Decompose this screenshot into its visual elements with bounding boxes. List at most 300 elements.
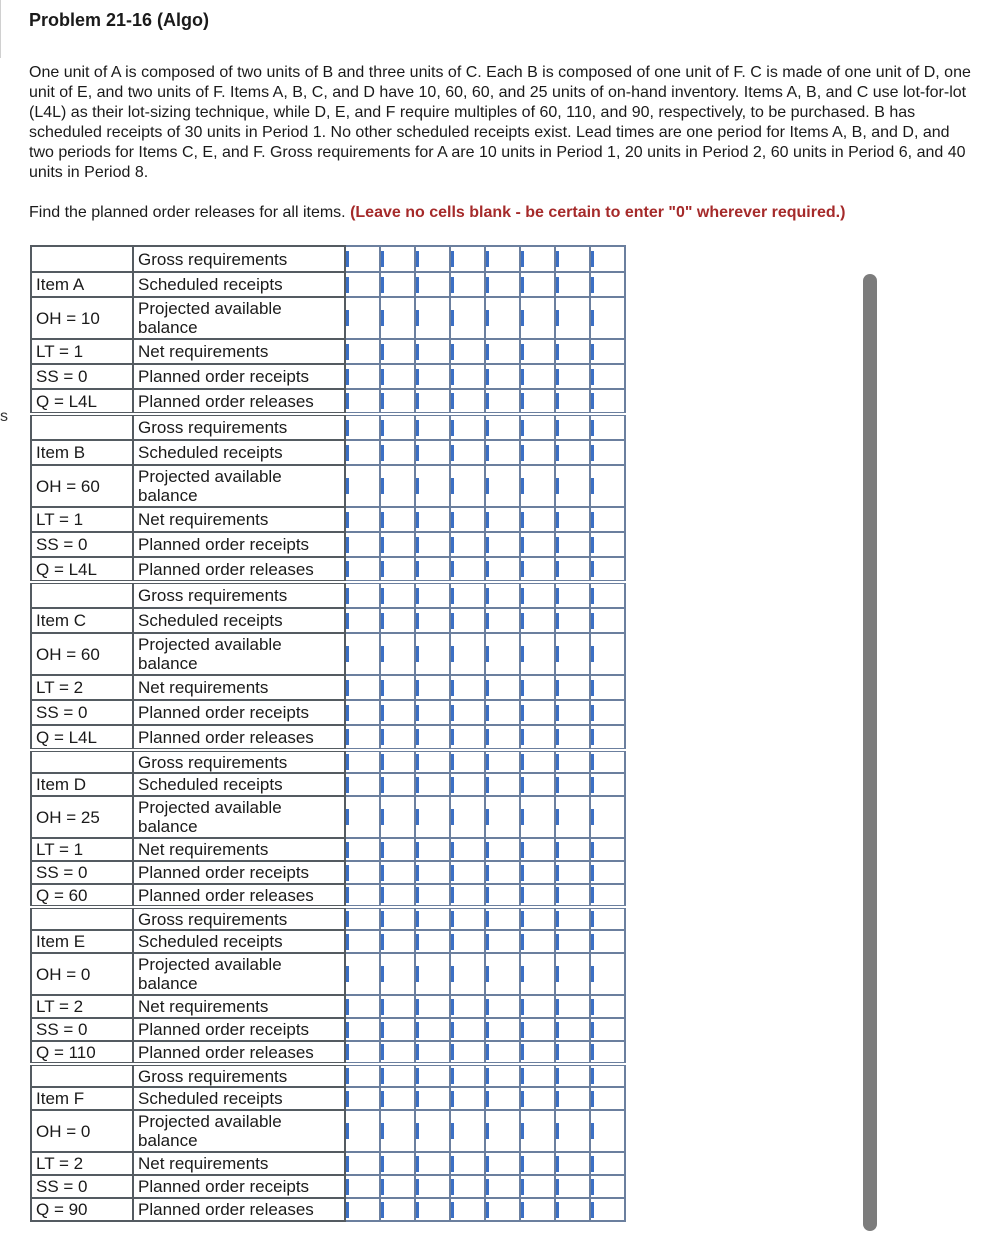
answer-input[interactable] [451, 561, 484, 577]
answer-input[interactable] [381, 588, 414, 604]
answer-input[interactable] [451, 1044, 484, 1060]
answer-input[interactable] [451, 754, 484, 770]
answer-input[interactable] [416, 613, 449, 629]
answer-input[interactable] [451, 1156, 484, 1172]
answer-input[interactable] [346, 865, 379, 881]
answer-input[interactable] [381, 537, 414, 553]
answer-input[interactable] [416, 754, 449, 770]
answer-input[interactable] [591, 777, 624, 793]
answer-input[interactable] [486, 842, 519, 858]
answer-input[interactable] [381, 344, 414, 360]
answer-input[interactable] [416, 1123, 449, 1139]
period-cell [520, 930, 555, 953]
answer-input[interactable] [591, 911, 624, 927]
answer-input[interactable] [556, 842, 589, 858]
answer-input[interactable] [451, 393, 484, 409]
answer-input[interactable] [591, 1179, 624, 1195]
answer-input[interactable] [486, 809, 519, 825]
answer-input[interactable] [346, 966, 379, 982]
answer-input[interactable] [486, 1123, 519, 1139]
answer-input[interactable] [486, 1156, 519, 1172]
answer-input[interactable] [346, 777, 379, 793]
answer-input[interactable] [381, 445, 414, 461]
answer-input[interactable] [486, 729, 519, 745]
problem-text: One unit of A is composed of two units of B and three units of C. Each B is composed of one unit of F. C is made of one unit of D, one unit of E, and two units of F. Items A, B, C, and D have 10, 60, 60, and 25 units of on-hand inventory. Items A, B, and C use lot-for-lot (L4L) as their lot-sizing technique, while D, E, and F require multiples of 60, 110, and 90, respectively, to be purchased. B has scheduled receipts of 30 units in Period 1. No other scheduled receipts exist. Lead times are one period for Items A, B, and D, and two periods for Items C, E, and F. Gross requirements for A are 10 units in Period 1, 20 units in Period 2, 60 units in Period 6, and 40 units in Period 8. [29, 64, 971, 181]
answer-input[interactable] [556, 1068, 589, 1084]
answer-input[interactable] [416, 512, 449, 528]
answer-input[interactable] [556, 420, 589, 436]
answer-input[interactable] [451, 705, 484, 721]
answer-input[interactable] [451, 911, 484, 927]
answer-input[interactable] [451, 1123, 484, 1139]
answer-input[interactable] [451, 809, 484, 825]
answer-input[interactable] [521, 251, 554, 267]
answer-input[interactable] [381, 729, 414, 745]
answer-input[interactable] [416, 277, 449, 293]
answer-input[interactable] [521, 1091, 554, 1107]
answer-input[interactable] [556, 588, 589, 604]
answer-input[interactable] [521, 934, 554, 950]
answer-input[interactable] [416, 680, 449, 696]
answer-input[interactable] [381, 1156, 414, 1172]
answer-input[interactable] [591, 537, 624, 553]
answer-input[interactable] [346, 911, 379, 927]
answer-input[interactable] [486, 561, 519, 577]
answer-input[interactable] [486, 310, 519, 326]
answer-input[interactable] [381, 911, 414, 927]
answer-input[interactable] [556, 966, 589, 982]
answer-input[interactable] [521, 393, 554, 409]
answer-input[interactable] [556, 512, 589, 528]
answer-input[interactable] [521, 537, 554, 553]
answer-input[interactable] [591, 251, 624, 267]
answer-input[interactable] [346, 1022, 379, 1038]
answer-input[interactable] [381, 1202, 414, 1218]
answer-input[interactable] [521, 1022, 554, 1038]
answer-input[interactable] [521, 512, 554, 528]
answer-input[interactable] [591, 1202, 624, 1218]
answer-input[interactable] [591, 809, 624, 825]
row-label: Planned order receipts [133, 861, 345, 884]
answer-input[interactable] [451, 1022, 484, 1038]
answer-input[interactable] [556, 1202, 589, 1218]
answer-input[interactable] [416, 999, 449, 1015]
answer-input[interactable] [346, 344, 379, 360]
answer-input[interactable] [416, 588, 449, 604]
answer-input[interactable] [556, 887, 589, 903]
answer-input[interactable] [556, 478, 589, 494]
answer-input[interactable] [521, 729, 554, 745]
answer-input[interactable] [416, 420, 449, 436]
answer-input[interactable] [416, 934, 449, 950]
answer-input[interactable] [591, 887, 624, 903]
answer-input[interactable] [416, 1044, 449, 1060]
answer-input[interactable] [451, 512, 484, 528]
answer-input[interactable] [556, 277, 589, 293]
answer-input[interactable] [556, 754, 589, 770]
answer-input[interactable] [556, 1044, 589, 1060]
answer-input[interactable] [381, 646, 414, 662]
answer-input[interactable] [416, 887, 449, 903]
answer-input[interactable] [591, 1068, 624, 1084]
answer-input[interactable] [346, 613, 379, 629]
answer-input[interactable] [486, 613, 519, 629]
answer-input[interactable] [521, 1156, 554, 1172]
answer-input[interactable] [346, 1179, 379, 1195]
answer-input[interactable] [451, 1202, 484, 1218]
item-lot-size: Q = 90 [31, 1198, 133, 1221]
answer-input[interactable] [486, 1068, 519, 1084]
answer-input[interactable] [486, 369, 519, 385]
answer-input[interactable] [416, 310, 449, 326]
answer-input[interactable] [591, 613, 624, 629]
answer-input[interactable] [591, 369, 624, 385]
answer-input[interactable] [556, 1179, 589, 1195]
answer-input[interactable] [381, 369, 414, 385]
answer-input[interactable] [556, 310, 589, 326]
answer-input[interactable] [416, 729, 449, 745]
row-label: Gross requirements [133, 1064, 345, 1087]
answer-input[interactable] [346, 999, 379, 1015]
answer-input[interactable] [381, 777, 414, 793]
answer-input[interactable] [381, 705, 414, 721]
answer-input[interactable] [521, 1179, 554, 1195]
answer-input[interactable] [556, 369, 589, 385]
answer-input[interactable] [486, 934, 519, 950]
answer-input[interactable] [451, 966, 484, 982]
answer-input[interactable] [346, 420, 379, 436]
period-cell [380, 1064, 415, 1087]
answer-input[interactable] [416, 1179, 449, 1195]
answer-input[interactable] [521, 310, 554, 326]
answer-input[interactable] [521, 369, 554, 385]
answer-input[interactable] [591, 1044, 624, 1060]
answer-input[interactable] [486, 537, 519, 553]
answer-input[interactable] [556, 344, 589, 360]
answer-input[interactable] [346, 537, 379, 553]
answer-input[interactable] [346, 705, 379, 721]
answer-input[interactable] [381, 999, 414, 1015]
answer-input[interactable] [451, 1179, 484, 1195]
answer-input[interactable] [346, 680, 379, 696]
answer-input[interactable] [416, 369, 449, 385]
period-cell [380, 1110, 415, 1152]
answer-input[interactable] [556, 646, 589, 662]
answer-input[interactable] [381, 1068, 414, 1084]
answer-input[interactable] [381, 512, 414, 528]
answer-input[interactable] [416, 251, 449, 267]
answer-input[interactable] [556, 561, 589, 577]
answer-input[interactable] [416, 1068, 449, 1084]
answer-input[interactable] [521, 561, 554, 577]
answer-input[interactable] [521, 1123, 554, 1139]
answer-input[interactable] [521, 911, 554, 927]
item-a-scheduled-receipts-row [31, 272, 625, 297]
answer-input[interactable] [346, 729, 379, 745]
answer-input[interactable] [556, 1022, 589, 1038]
answer-input[interactable] [416, 561, 449, 577]
answer-input[interactable] [521, 344, 554, 360]
answer-input[interactable] [346, 934, 379, 950]
answer-input[interactable] [381, 251, 414, 267]
answer-input[interactable] [591, 934, 624, 950]
answer-input[interactable] [486, 999, 519, 1015]
answer-input[interactable] [451, 646, 484, 662]
answer-input[interactable] [591, 588, 624, 604]
answer-input[interactable] [521, 445, 554, 461]
answer-input[interactable] [521, 1202, 554, 1218]
answer-input[interactable] [486, 277, 519, 293]
answer-input[interactable] [591, 277, 624, 293]
answer-input[interactable] [486, 393, 519, 409]
answer-input[interactable] [381, 478, 414, 494]
answer-input[interactable] [346, 1202, 379, 1218]
answer-input[interactable] [416, 842, 449, 858]
period-cell [555, 1110, 590, 1152]
answer-input[interactable] [381, 420, 414, 436]
answer-input[interactable] [451, 445, 484, 461]
answer-input[interactable] [591, 420, 624, 436]
answer-input[interactable] [486, 911, 519, 927]
answer-input[interactable] [556, 613, 589, 629]
answer-input[interactable] [486, 680, 519, 696]
answer-input[interactable] [591, 966, 624, 982]
answer-input[interactable] [346, 809, 379, 825]
answer-input[interactable] [591, 680, 624, 696]
answer-input[interactable] [486, 420, 519, 436]
answer-input[interactable] [591, 512, 624, 528]
answer-input[interactable] [346, 369, 379, 385]
answer-input[interactable] [556, 1091, 589, 1107]
answer-input[interactable] [381, 1022, 414, 1038]
answer-input[interactable] [591, 1123, 624, 1139]
answer-input[interactable] [591, 865, 624, 881]
row-label: Planned order receipts [133, 532, 345, 557]
answer-input[interactable] [381, 754, 414, 770]
answer-input[interactable] [591, 478, 624, 494]
answer-input[interactable] [486, 1091, 519, 1107]
answer-input[interactable] [486, 646, 519, 662]
answer-input[interactable] [521, 887, 554, 903]
answer-input[interactable] [416, 646, 449, 662]
answer-input[interactable] [591, 310, 624, 326]
answer-input[interactable] [486, 705, 519, 721]
answer-input[interactable] [521, 1068, 554, 1084]
answer-input[interactable] [486, 512, 519, 528]
answer-input[interactable] [591, 445, 624, 461]
answer-input[interactable] [591, 705, 624, 721]
answer-input[interactable] [486, 887, 519, 903]
answer-input[interactable] [381, 277, 414, 293]
answer-input[interactable] [416, 1202, 449, 1218]
answer-input[interactable] [451, 842, 484, 858]
answer-input[interactable] [346, 478, 379, 494]
answer-input[interactable] [521, 999, 554, 1015]
answer-input[interactable] [416, 1156, 449, 1172]
answer-input[interactable] [591, 1091, 624, 1107]
answer-input[interactable] [486, 777, 519, 793]
answer-input[interactable] [346, 887, 379, 903]
answer-input[interactable] [591, 1156, 624, 1172]
answer-input[interactable] [486, 344, 519, 360]
answer-input[interactable] [486, 1044, 519, 1060]
answer-input[interactable] [451, 251, 484, 267]
answer-input[interactable] [381, 809, 414, 825]
answer-input[interactable] [591, 729, 624, 745]
answer-input[interactable] [416, 1022, 449, 1038]
answer-input[interactable] [451, 1091, 484, 1107]
answer-input[interactable] [556, 705, 589, 721]
answer-input[interactable] [556, 680, 589, 696]
answer-input[interactable] [416, 865, 449, 881]
answer-input[interactable] [591, 999, 624, 1015]
answer-input[interactable] [416, 537, 449, 553]
answer-input[interactable] [521, 277, 554, 293]
answer-input[interactable] [556, 251, 589, 267]
answer-input[interactable] [521, 613, 554, 629]
answer-input[interactable] [556, 999, 589, 1015]
answer-input[interactable] [381, 310, 414, 326]
answer-input[interactable] [591, 344, 624, 360]
answer-input[interactable] [416, 705, 449, 721]
answer-input[interactable] [416, 777, 449, 793]
answer-input[interactable] [451, 344, 484, 360]
answer-input[interactable] [591, 561, 624, 577]
answer-input[interactable] [346, 251, 379, 267]
answer-input[interactable] [451, 1068, 484, 1084]
answer-input[interactable] [451, 777, 484, 793]
answer-input[interactable] [521, 646, 554, 662]
answer-input[interactable] [556, 729, 589, 745]
answer-input[interactable] [416, 911, 449, 927]
answer-input[interactable] [346, 561, 379, 577]
answer-input[interactable] [451, 680, 484, 696]
answer-input[interactable] [451, 865, 484, 881]
answer-input[interactable] [346, 646, 379, 662]
answer-input[interactable] [521, 1044, 554, 1060]
answer-input[interactable] [381, 613, 414, 629]
answer-input[interactable] [451, 537, 484, 553]
answer-input[interactable] [381, 842, 414, 858]
answer-input[interactable] [416, 478, 449, 494]
answer-input[interactable] [556, 911, 589, 927]
answer-input[interactable] [416, 393, 449, 409]
answer-input[interactable] [381, 865, 414, 881]
answer-input[interactable] [381, 966, 414, 982]
answer-input[interactable] [346, 842, 379, 858]
answer-input[interactable] [381, 934, 414, 950]
answer-input[interactable] [416, 966, 449, 982]
answer-input[interactable] [556, 1123, 589, 1139]
answer-input[interactable] [346, 1068, 379, 1084]
answer-input[interactable] [451, 934, 484, 950]
answer-input[interactable] [556, 537, 589, 553]
answer-input[interactable] [451, 277, 484, 293]
answer-input[interactable] [451, 729, 484, 745]
answer-input[interactable] [346, 754, 379, 770]
answer-input[interactable] [381, 680, 414, 696]
answer-input[interactable] [521, 420, 554, 436]
answer-input[interactable] [556, 809, 589, 825]
answer-input[interactable] [451, 420, 484, 436]
answer-input[interactable] [346, 512, 379, 528]
answer-input[interactable] [416, 809, 449, 825]
answer-input[interactable] [486, 478, 519, 494]
answer-input[interactable] [451, 613, 484, 629]
answer-input[interactable] [416, 344, 449, 360]
answer-input[interactable] [521, 705, 554, 721]
answer-input[interactable] [451, 588, 484, 604]
answer-input[interactable] [346, 1123, 379, 1139]
answer-input[interactable] [591, 1022, 624, 1038]
answer-input[interactable] [521, 588, 554, 604]
answer-input[interactable] [346, 1044, 379, 1060]
answer-input[interactable] [556, 445, 589, 461]
answer-input[interactable] [416, 445, 449, 461]
answer-input[interactable] [486, 588, 519, 604]
answer-input[interactable] [346, 1156, 379, 1172]
answer-input[interactable] [346, 1091, 379, 1107]
answer-input[interactable] [381, 1044, 414, 1060]
answer-input[interactable] [451, 478, 484, 494]
answer-input[interactable] [556, 934, 589, 950]
answer-input[interactable] [556, 865, 589, 881]
answer-input[interactable] [451, 887, 484, 903]
answer-input[interactable] [521, 777, 554, 793]
answer-input[interactable] [381, 887, 414, 903]
answer-input[interactable] [591, 393, 624, 409]
answer-input[interactable] [591, 646, 624, 662]
answer-input[interactable] [556, 1156, 589, 1172]
answer-input[interactable] [381, 1123, 414, 1139]
answer-input[interactable] [346, 310, 379, 326]
answer-input[interactable] [416, 1091, 449, 1107]
answer-input[interactable] [381, 393, 414, 409]
answer-input[interactable] [486, 1202, 519, 1218]
answer-input[interactable] [486, 754, 519, 770]
answer-input[interactable] [486, 1179, 519, 1195]
answer-input[interactable] [346, 393, 379, 409]
answer-input[interactable] [486, 251, 519, 267]
period-cell [415, 414, 450, 440]
answer-input[interactable] [521, 680, 554, 696]
answer-input[interactable] [381, 1179, 414, 1195]
answer-input[interactable] [521, 809, 554, 825]
answer-input[interactable] [521, 966, 554, 982]
answer-input[interactable] [381, 1091, 414, 1107]
answer-input[interactable] [591, 754, 624, 770]
answer-input[interactable] [346, 445, 379, 461]
answer-input[interactable] [521, 865, 554, 881]
answer-input[interactable] [451, 310, 484, 326]
answer-input[interactable] [381, 561, 414, 577]
answer-input[interactable] [486, 445, 519, 461]
answer-input[interactable] [486, 1022, 519, 1038]
answer-input[interactable] [521, 754, 554, 770]
answer-input[interactable] [451, 999, 484, 1015]
answer-input[interactable] [521, 842, 554, 858]
vertical-scrollbar[interactable] [863, 274, 877, 1231]
answer-input[interactable] [556, 777, 589, 793]
answer-input[interactable] [346, 277, 379, 293]
answer-input[interactable] [346, 588, 379, 604]
answer-input[interactable] [591, 842, 624, 858]
answer-input[interactable] [556, 393, 589, 409]
answer-input[interactable] [486, 966, 519, 982]
answer-input[interactable] [486, 865, 519, 881]
answer-input[interactable] [451, 369, 484, 385]
answer-input[interactable] [521, 478, 554, 494]
